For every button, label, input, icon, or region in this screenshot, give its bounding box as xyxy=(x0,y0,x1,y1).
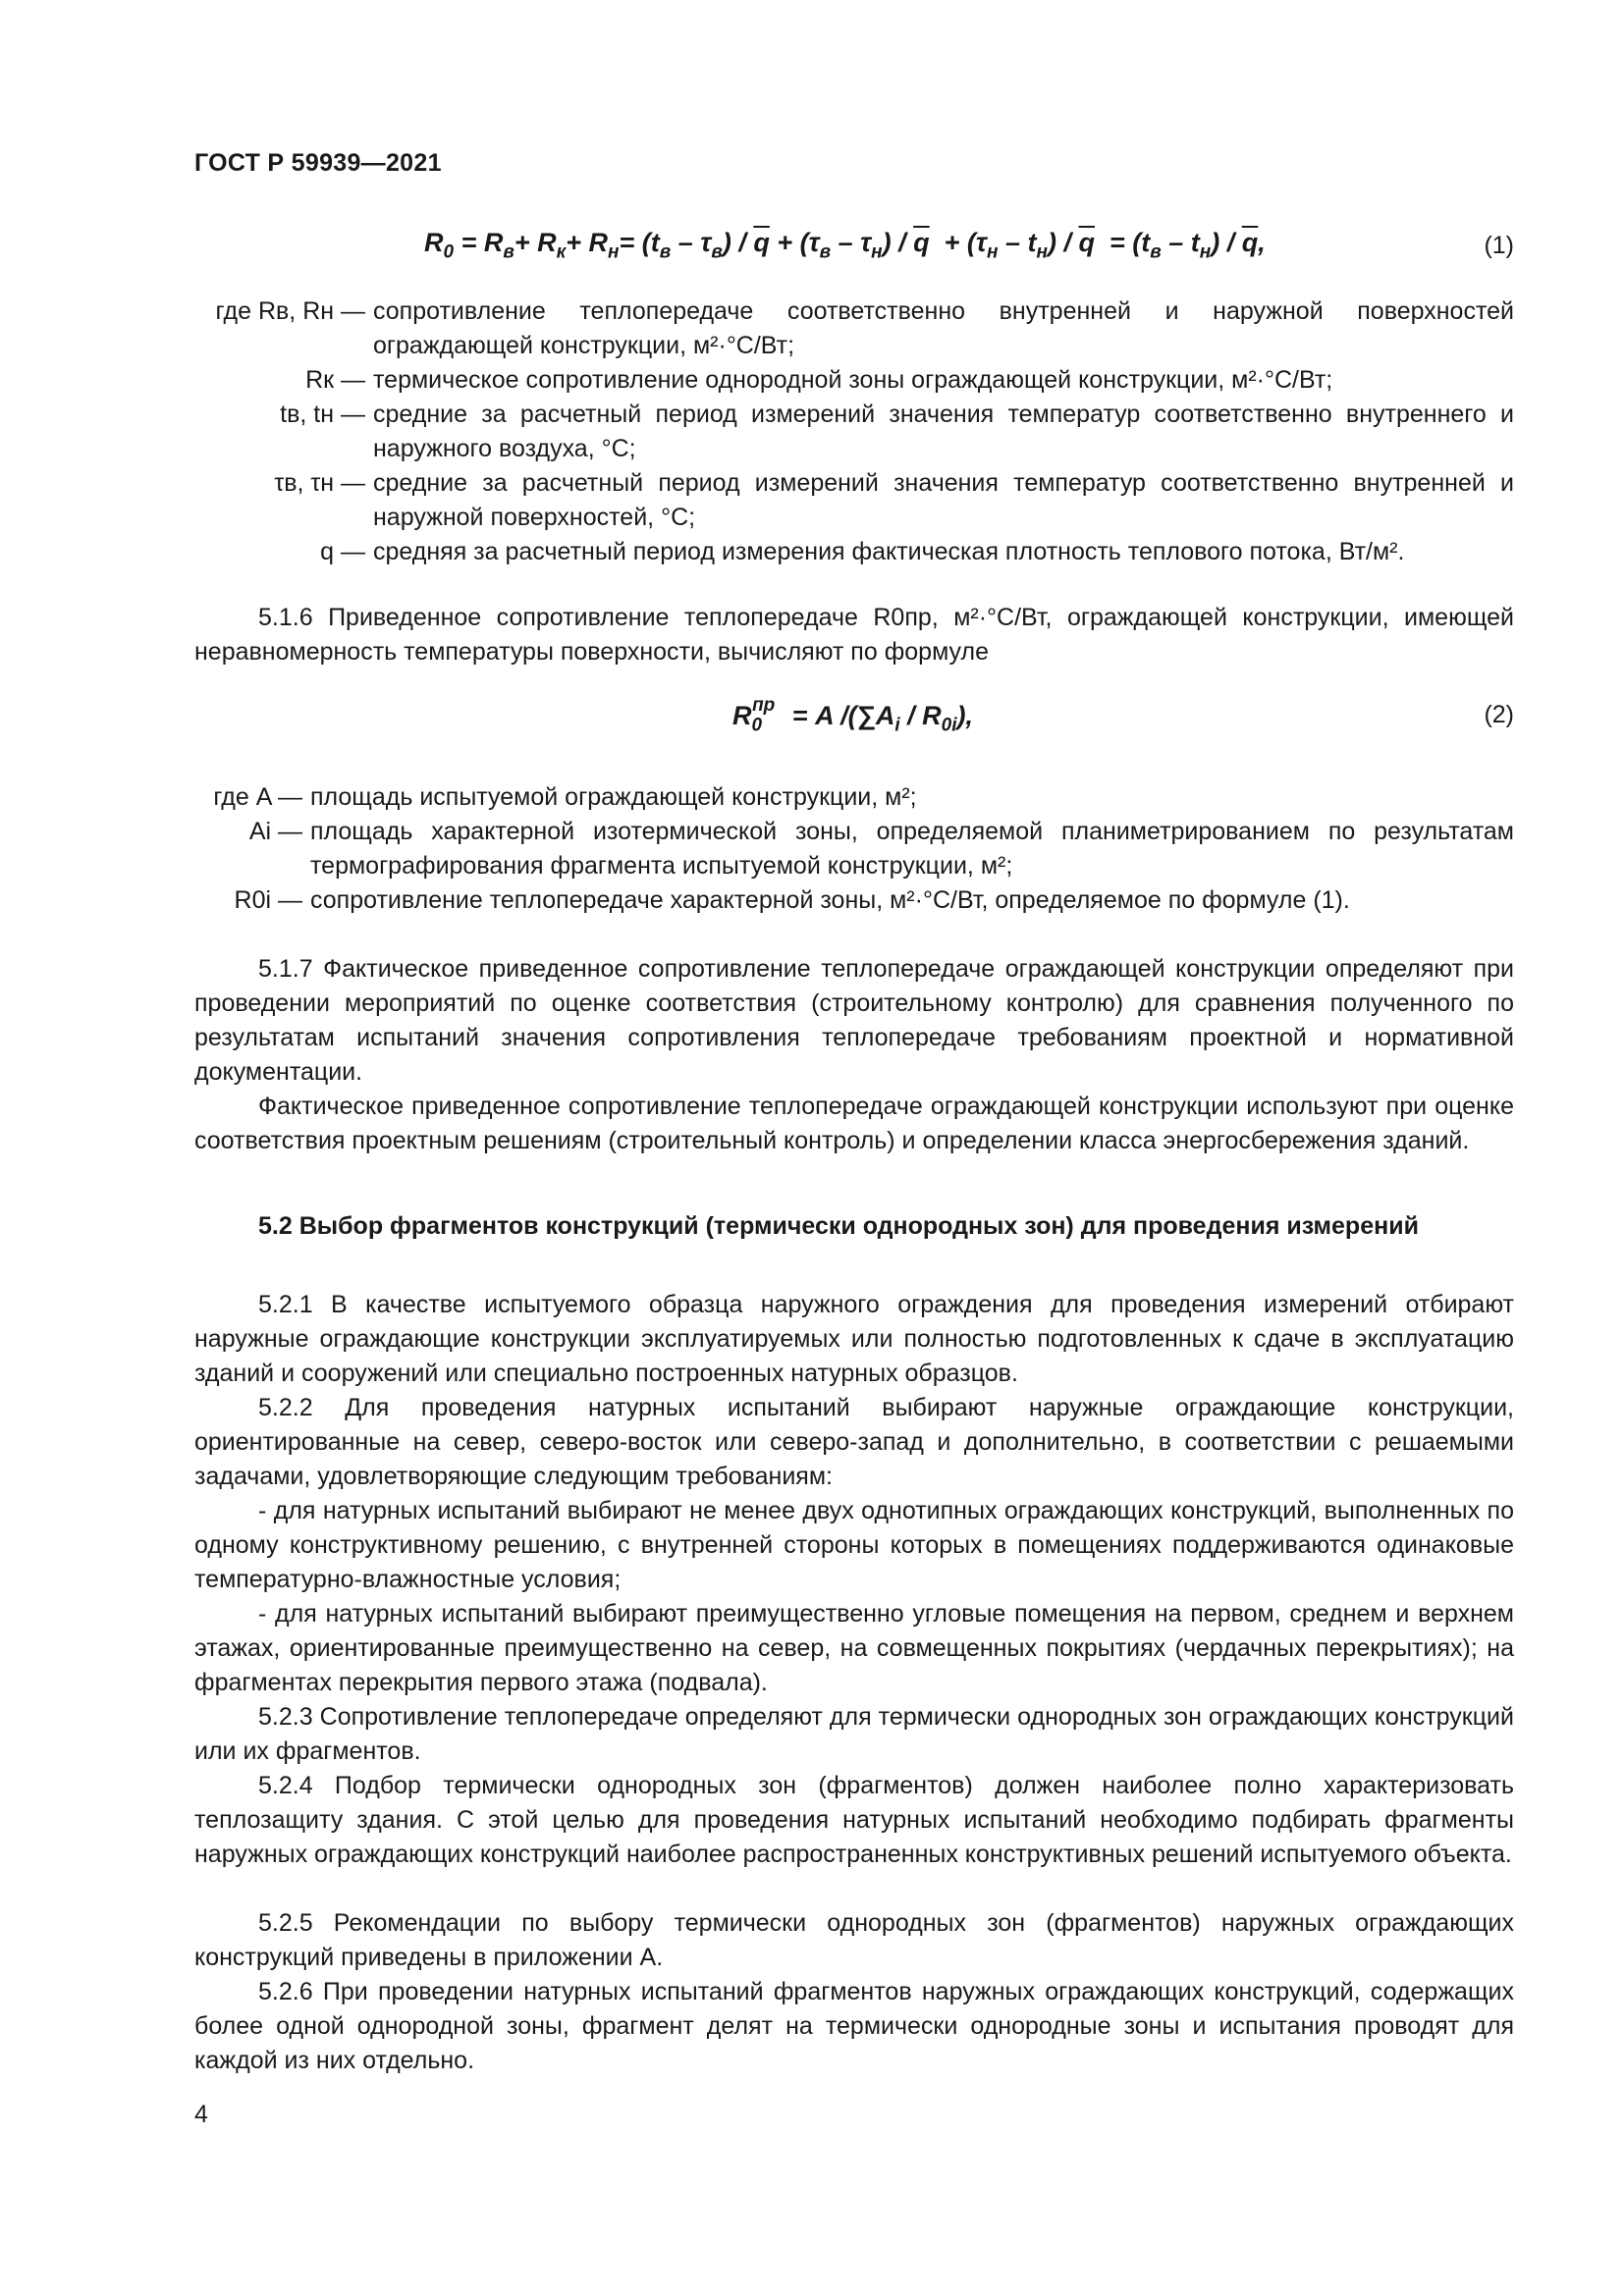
definition-text: средняя за расчетный период измерения фактическая плотность теплового потока, Вт/м². xyxy=(373,538,1405,565)
formula-2-definitions xyxy=(194,780,1514,918)
definition-text: сопротивление теплопередаче характерной зоны, м²·°С/Вт, определяемое по формуле (1). xyxy=(310,886,1350,914)
list-item-5-2-2-b: - для натурных испытаний выбирают преимущественно угловые помещения на первом, среднем и верхнем этажах, ориентированные преимущественно на север, на совмещенных покрытиях (чердачных перекрытиях); на фрагментах перекрытия первого этажа (подвала). xyxy=(194,1600,1514,1696)
paragraph-5-1-6: 5.1.6 Приведенное сопротивление теплопередаче R0пр, м²·°С/Вт, ограждающей конструкции, имеющей неравномерность температуры поверхности, вычисляют по формуле xyxy=(194,604,1514,666)
definition-symbol: tв, tн — xyxy=(280,400,365,428)
definition-row xyxy=(194,363,1514,398)
definition-symbol: Ai — xyxy=(248,818,302,845)
section-heading-5-2: 5.2 Выбор фрагментов конструкций (термически однородных зон) для проведения измерений xyxy=(258,1212,1419,1240)
paragraph-5-2-5: 5.2.5 Рекомендации по выбору термически однородных зон (фрагментов) наружных ограждающих конструкций приведены в приложении А. xyxy=(194,1909,1514,1971)
formula-1-definitions xyxy=(194,294,1514,569)
definition-symbol: где Rв, Rн — xyxy=(215,297,365,325)
formula-2-number: (2) xyxy=(1484,701,1514,728)
definition-symbol: τв, τн — xyxy=(274,469,365,497)
definition-row xyxy=(194,466,1514,535)
definition-text: средние за расчетный период измерений значения температур соответственно внутренней и наружной поверхностей, °С; xyxy=(373,469,1514,531)
definition-symbol: q — xyxy=(320,538,365,565)
paragraph-5-2-1: 5.2.1 В качестве испытуемого образца наружного ограждения для проведения измерений отбирают наружные ограждающие конструкции эксплуатируемых или полностью подготовленных к сдаче в эксплуатацию зданий и сооружений или специально построенных натурных образцов. xyxy=(194,1291,1514,1387)
definition-symbol: R0i — xyxy=(234,886,302,914)
definition-text: сопротивление теплопередаче соответственно внутренней и наружной поверхностей ограждающей конструкции, м²·°С/Вт; xyxy=(373,297,1514,359)
definition-text: средние за расчетный период измерений значения температур соответственно внутреннего и наружного воздуха, °С; xyxy=(373,400,1514,462)
page-number: 4 xyxy=(194,2101,208,2128)
definition-row xyxy=(194,780,1514,815)
formula-1: $R_0 = R_в+ R_к+ R_н= (t_в - \tau_в) / \overline{q} + (\tau_в - \tau_н) / \overline{q} + (\tau_н - t_н) / \overline{q} = (t_в - t_н) / \overline{q}$, xyxy=(424,228,1266,263)
definition-symbol: где A — xyxy=(213,783,302,811)
definition-text: площадь характерной изотермической зоны, определяемой планиметрированием по результатам термографирования фрагмента испытуемой конструкции, м²; xyxy=(310,818,1514,880)
paragraph-5-1-7: 5.1.7 Фактическое приведенное сопротивление теплопередаче ограждающей конструкции определяют при проведении мероприятий по оценке соответствия (строительному контролю) для сравнения полученного по результатам испытаний значения сопротивления теплопередаче требованиям проектной и нормативной документации. xyxy=(194,955,1514,1086)
list-item-5-2-2-a: - для натурных испытаний выбирают не менее двух однотипных ограждающих конструкций, выполненных по одному конструктивному решению, с внутренней стороны которых в помещениях поддерживаются одинаковые температурно-влажностные условия; xyxy=(194,1497,1514,1593)
definition-row xyxy=(194,815,1514,883)
paragraph-5-2-2: 5.2.2 Для проведения натурных испытаний выбирают наружные ограждающие конструкции, ориентированные на север, северо-восток или северо-запад и дополнительно, в соответствии с решаемыми задачами, удовлетворяющие следующим требованиям: xyxy=(194,1394,1514,1490)
definition-text: термическое сопротивление однородной зоны ограждающей конструкции, м²·°С/Вт; xyxy=(373,366,1333,394)
definition-text: площадь испытуемой ограждающей конструкции, м²; xyxy=(310,783,917,811)
paragraph-5-2-4: 5.2.4 Подбор термически однородных зон (фрагментов) должен наиболее полно характеризовать теплозащиту здания. С этой целью для проведения натурных испытаний необходимо подбирать фрагменты наружных ограждающих конструкций наиболее распространенных конструктивных решений испытуемого объекта. xyxy=(194,1772,1514,1868)
definition-row xyxy=(194,294,1514,363)
paragraph-5-2-6: 5.2.6 При проведении натурных испытаний фрагментов наружных ограждающих конструкций, содержащих более одной однородной зоны, фрагмент делят на термически однородные зоны и испытания проводят для каждой из них отдельно. xyxy=(194,1978,1514,2074)
paragraph-5-1-7-continued: Фактическое приведенное сопротивление теплопередаче ограждающей конструкции используют при оценке соответствия проектным решениям (строительный контроль) и определении класса энергосбережения зданий. xyxy=(194,1093,1514,1154)
formula-2: $R_0^{пр} = A$ $/(\sum A_i / R_{0i})$, xyxy=(732,695,973,736)
definition-symbol: Rк — xyxy=(305,366,365,394)
definition-row xyxy=(194,883,1514,918)
formula-1-number: (1) xyxy=(1484,232,1514,259)
definition-row xyxy=(194,398,1514,466)
definition-row xyxy=(194,535,1514,569)
paragraph-5-2-3: 5.2.3 Сопротивление теплопередаче определяют для термически однородных зон ограждающих конструкций или их фрагментов. xyxy=(194,1703,1514,1765)
document-header: ГОСТ Р 59939—2021 xyxy=(194,149,442,177)
